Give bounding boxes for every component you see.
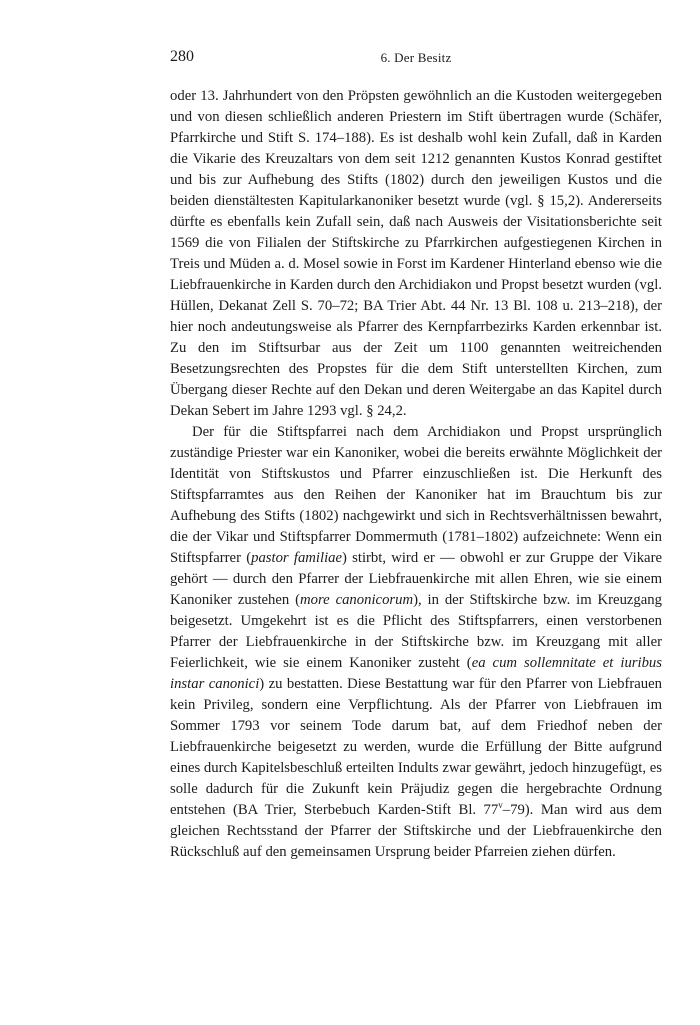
text-run: –79). Man wird aus dem gleichen Rechtsstand der Pfarrer der Stiftskirche und der Liebfrauenkirche den Rückschluß auf den gemeinsamen Ursprung beider Pfarreien ziehen dürfen. bbox=[170, 802, 662, 860]
paragraph bbox=[170, 422, 662, 863]
body-text bbox=[170, 86, 662, 863]
folio-verso-mark: v bbox=[498, 800, 503, 811]
page-number: 280 bbox=[170, 48, 194, 65]
text-run: ) zu bestatten. Diese Bestattung war für den Pfarrer von Liebfrauen kein Privileg, sondern eine Verpflichtung. Als der Pfarrer von Liebfrauen im Sommer 1793 vor seinem Tode darum bat, auf dem Friedhof neben der Liebfrauenkirche beigesetzt zu werden, wurde die Erfüllung der Bitte aufgrund eines durch Kapitelsbeschluß erteilten Indults zwar gewährt, jedoch hinzugefügt, es solle dadurch für die Zukunft kein Präjudiz gegen die hergebrachte Ordnung entstehen (BA Trier, Sterbebuch Karden-Stift Bl. 77 bbox=[170, 676, 662, 818]
text-run: ) stirbt, wird er — obwohl er zur Gruppe der Vikare gehört — durch den Pfarrer der Liebfrauenkirche mit allen Ehren, wie sie einem Kanoniker zustehen ( bbox=[170, 550, 662, 608]
text-run: oder 13. Jahrhundert von den Pröpsten gewöhnlich an die Kustoden weitergegeben und von diesen schließlich anderen Priestern im Stift übertragen wurde (Schäfer, Pfarrkirche und Stift S. 174–188). Es ist deshalb wohl kein Zufall, daß in Karden die Vikarie des Kreuzaltars von dem seit 1212 genannten Kustos Konrad gestiftet und bis zur Aufhebung des Stifts (1802) durch den jeweiligen Kustos und die beiden dienstältesten Kapitularkanoniker besetzt wurde (vgl. § 15,2). Andererseits dürfte es ebenfalls kein Zufall sein, daß nach Ausweis der Visitationsberichte seit 1569 die von Filialen der Stiftskirche zu Pfarrkirchen aufgestiegenen Kirchen in Treis und Müden a. d. Mosel sowie in Forst im Kardener Hinterland ebenso wie die Liebfrauenkirche in Karden durch den Archidiakon und Propst besetzt wurden (vgl. Hüllen, Dekanat Zell S. 70–72; BA Trier Abt. 44 Nr. 13 Bl. 108 u. 213–218), der hier noch andeutungsweise als Pfarrer des Kernpfarrbezirks Karden erkennbar ist. Zu den im Stiftsurbar aus der Zeit um 1100 genannten weitreichenden Besetzungsrechten des Propstes für die dem Stift unterstellten Kirchen, zum Übergang dieser Rechte auf den Dekan und deren Weitergabe an das Kapitel durch Dekan Sebert im Jahre 1293 vgl. § 24,2. bbox=[170, 88, 662, 419]
latin-term: ea cum sollemnitate et iuribus instar canonici bbox=[170, 655, 662, 692]
latin-term: more canonicorum bbox=[300, 592, 414, 608]
text-run: Der für die Stiftspfarrei nach dem Archidiakon und Propst ursprünglich zuständige Priester war ein Kanoniker, wobei die bereits erwähnte Möglichkeit der Identität von Stiftskustos und Pfarrer einzuschließen ist. Die Herkunft des Stiftspfarramtes aus den Reihen der Kanoniker hat im Brauchtum bis zur Aufhebung des Stifts (1802) nachgewirkt und sich in Rechtsverhältnissen bewahrt, die der Vikar und Stiftspfarrer Dommermuth (1781–1802) aufzeichnete: Wenn ein Stiftspfarrer ( bbox=[170, 424, 662, 566]
latin-term: pastor familiae bbox=[251, 550, 343, 566]
page-header bbox=[170, 44, 662, 68]
running-title: 6. Der Besitz bbox=[380, 50, 452, 65]
text-run: ), in der Stiftskirche bzw. im Kreuzgang beigesetzt. Umgekehrt ist es die Pflicht des Stiftspfarrers, einen verstorbenen Pfarrer der Liebfrauenkirche in der Stiftskirche bzw. im Kreuzgang mit aller Feierlichkeit, wie sie einem Kanoniker zusteht ( bbox=[170, 592, 662, 671]
paragraph bbox=[170, 86, 662, 422]
